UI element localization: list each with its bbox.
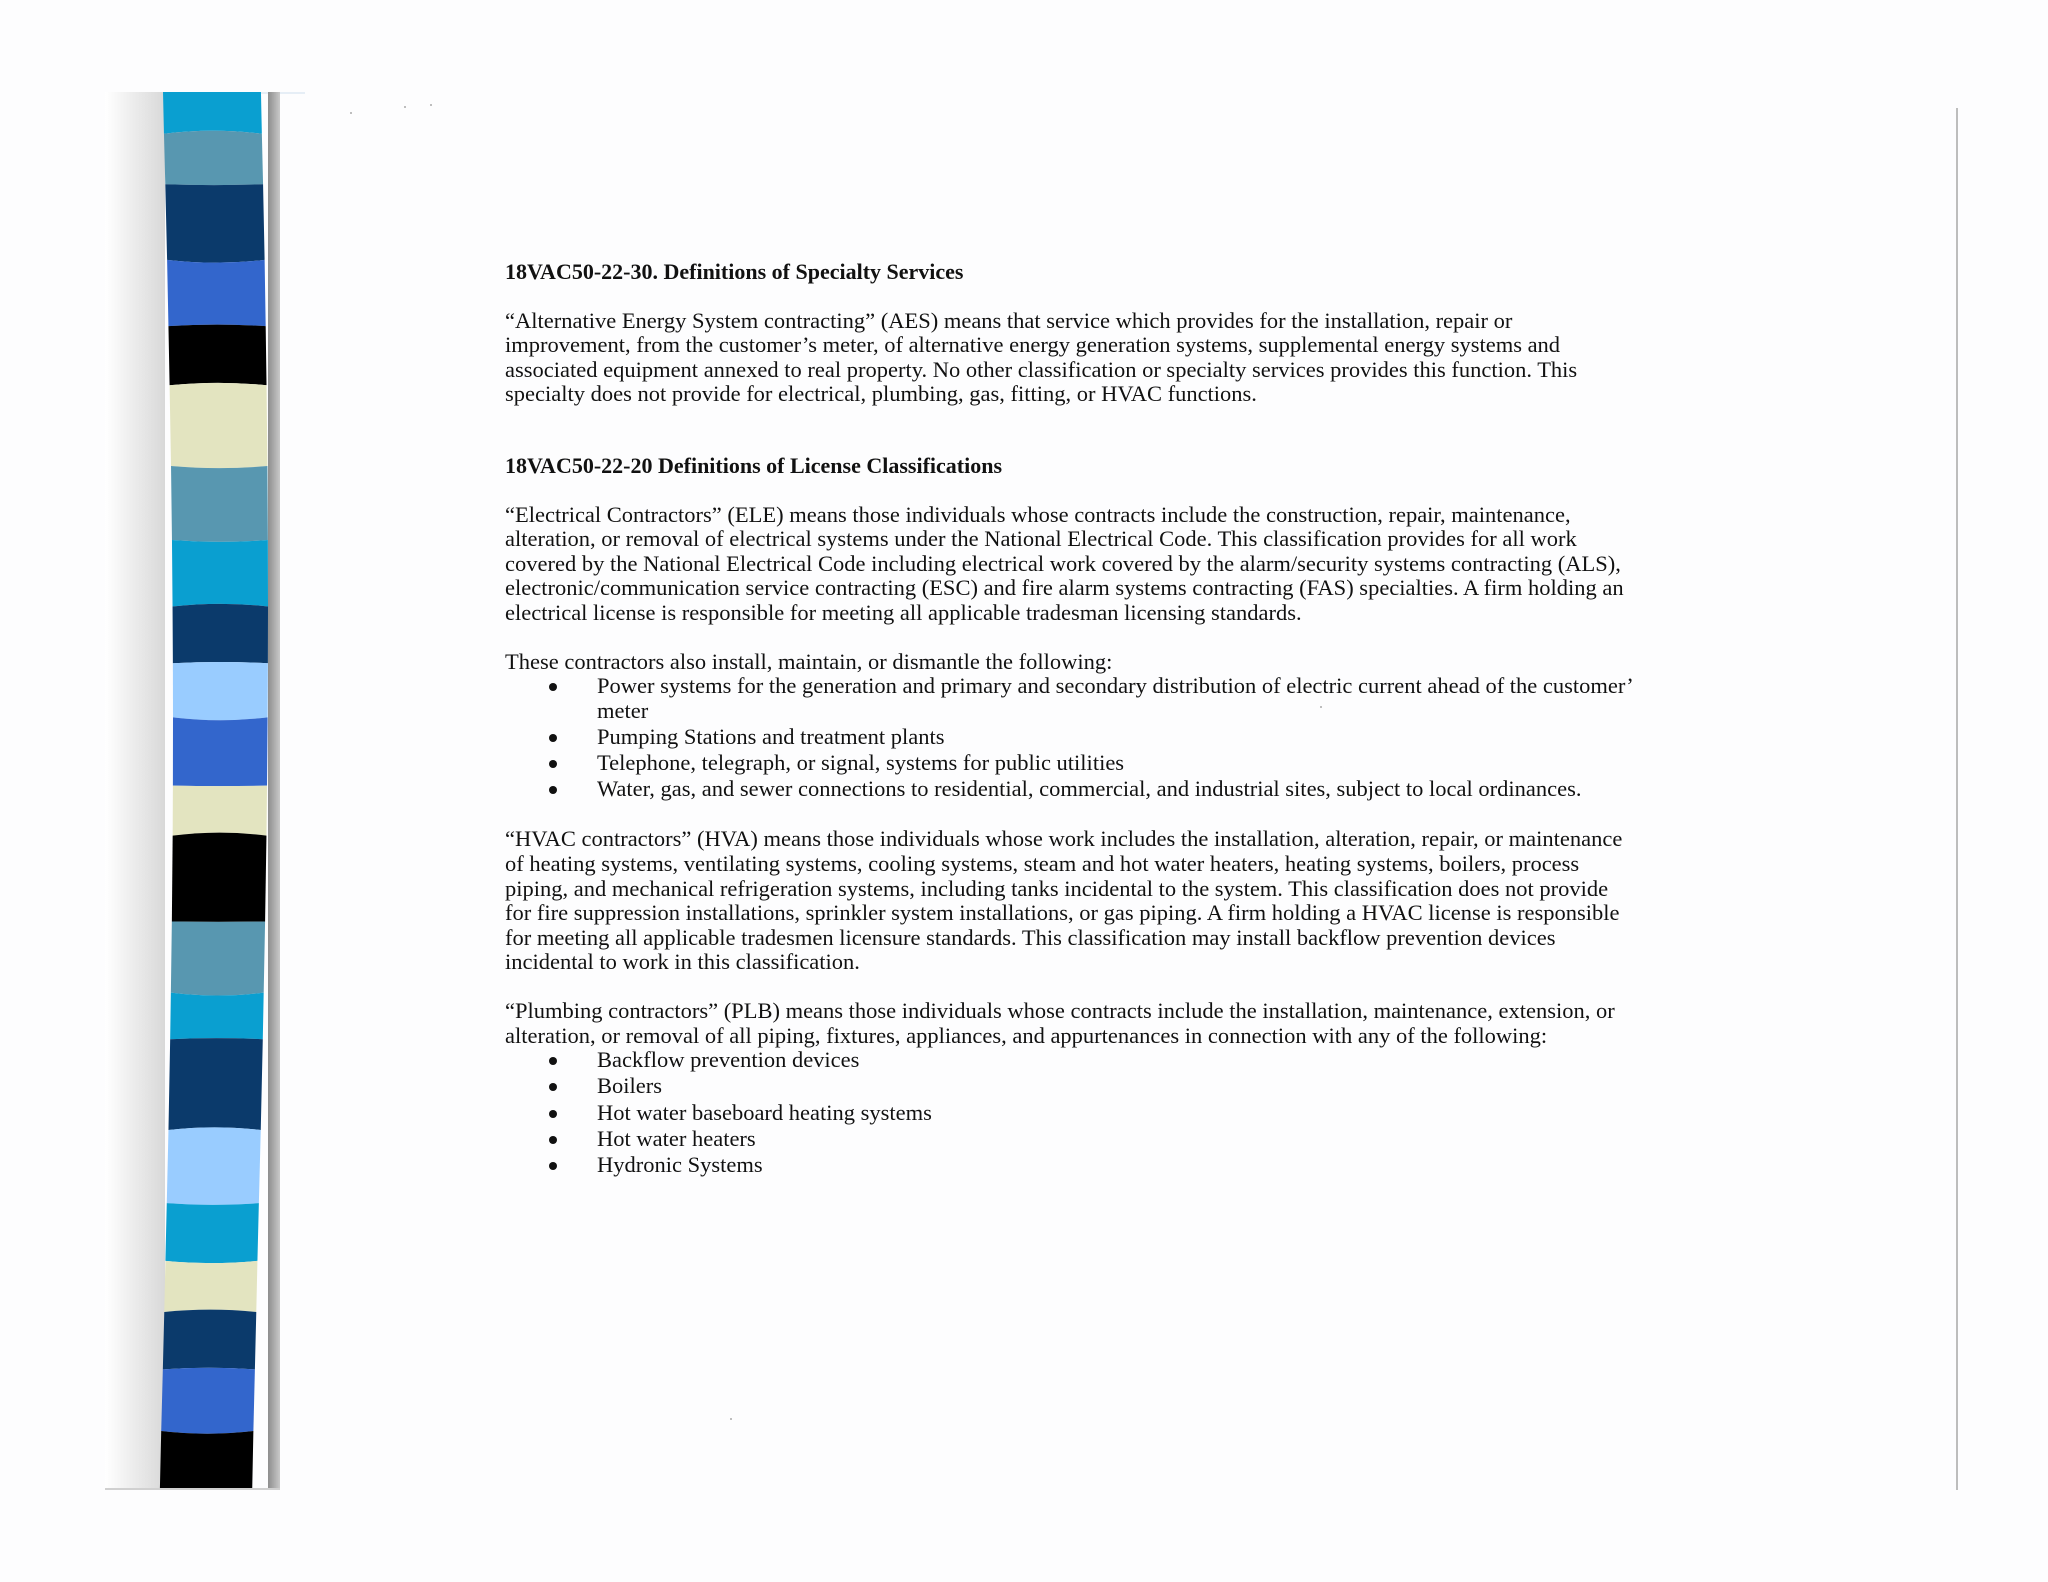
strip-band: [167, 1127, 261, 1205]
strip-band: [172, 833, 267, 922]
bullet-icon: [549, 760, 557, 768]
list-item: Hot water heaters: [505, 1127, 1635, 1152]
paragraph-electrical-intro: These contractors also install, maintain, or dismantle the following:: [505, 648, 1113, 674]
strip-band: [168, 325, 266, 386]
paragraph-plumbing: “Plumbing contractors” (PLB) means those individuals whose contracts include the installation, maintenance, extension, or alteration, or removal of all piping, fixtures, appliances, and appurtenances in connection with any of the following:: [505, 998, 1615, 1048]
decorative-color-strip: [150, 92, 275, 1488]
strip-band: [170, 383, 268, 468]
strip-band: [173, 717, 268, 786]
list-item: Boilers: [505, 1074, 1635, 1099]
strip-band: [172, 540, 268, 606]
section-heading-license: 18VAC50-22-20 Definitions of License Classifications: [505, 452, 1003, 478]
list-item: Backflow prevention devices: [505, 1048, 1635, 1073]
scan-speck: [730, 1418, 732, 1420]
strip-band: [163, 1310, 256, 1370]
document-body: [505, 260, 1635, 1179]
plumbing-list: [505, 1048, 1635, 1177]
paragraph-hvac: “HVAC contractors” (HVA) means those individuals whose work includes the installation, alteration, repair, or maintenance of heating systems, ventilating systems, cooling systems, steam and hot water heaters, heating systems, boilers, process piping, and mechanical refrigeration systems, including tanks incidental to the system. This classification does not provide for fire suppression installations, sprinkler system installations, or gas piping. A firm holding a HVAC license is responsible for meeting all applicable tradesmen licensure standards. This classification may install backflow prevention devices incidental to work in this classification.: [505, 826, 1623, 975]
bullet-icon: [549, 683, 557, 691]
strip-band: [171, 466, 268, 542]
electrical-list: [505, 674, 1635, 802]
strip-band: [173, 604, 268, 663]
bullet-icon: [549, 1083, 557, 1091]
strip-band: [167, 260, 266, 326]
scan-speck: [350, 112, 352, 114]
section-heading-specialty: 18VAC50-22-30. Definitions of Specialty Services: [505, 259, 964, 284]
bullet-icon: [549, 786, 557, 794]
scan-speck: [404, 106, 406, 108]
strip-band: [165, 184, 264, 262]
list-item: Power systems for the generation and primary and secondary distribution of electric current ahead of the customer’ meter: [505, 674, 1635, 723]
list-item: Pumping Stations and treatment plants: [505, 725, 1635, 750]
list-item: Hot water baseboard heating systems: [505, 1101, 1635, 1126]
strip-band: [160, 1431, 253, 1488]
bullet-icon: [549, 1110, 557, 1118]
strip-band: [164, 131, 263, 185]
strip-band: [168, 1038, 262, 1130]
strip-band: [171, 922, 265, 996]
strip-band: [173, 786, 267, 836]
bottom-rule: [105, 1488, 280, 1490]
bullet-icon: [549, 734, 557, 742]
paragraph-electrical: “Electrical Contractors” (ELE) means those individuals whose contracts include the construction, repair, maintenance, alteration, or removal of electrical systems under the National Electrical Code. This classification provides for all work covered by the National Electrical Code including electrical work covered by the alarm/security systems contracting (ALS), electronic/communication service contracting (ESC) and fire alarm systems contracting (FAS) specialties. A firm holding an electrical license is responsible for meeting all applicable tradesman licensing standards.: [505, 501, 1624, 625]
strip-band: [173, 662, 268, 720]
strip-band: [163, 92, 262, 134]
list-item: Telephone, telegraph, or signal, systems for public utilities: [505, 751, 1635, 776]
right-page-edge: [1956, 108, 1958, 1490]
list-item: Water, gas, and sewer connections to residential, commercial, and industrial sites, subject to local ordinances.: [505, 777, 1635, 802]
list-item: Hydronic Systems: [505, 1153, 1635, 1178]
strip-band: [161, 1368, 255, 1434]
strip-band: [165, 1203, 258, 1263]
strip-band: [164, 1261, 257, 1312]
bullet-icon: [549, 1136, 557, 1144]
strip-band: [170, 993, 264, 1040]
bullet-icon: [549, 1162, 557, 1170]
scan-speck: [430, 104, 432, 106]
bullet-icon: [549, 1057, 557, 1065]
paragraph-aes: “Alternative Energy System contracting” (AES) means that service which provides for the installation, repair or improvement, from the customer’s meter, of alternative energy generation systems, supplemental energy systems and associated equipment annexed to real property. No other classification or specialty services provides this function. This specialty does not provide for electrical, plumbing, gas, fitting, or HVAC functions.: [505, 307, 1578, 407]
